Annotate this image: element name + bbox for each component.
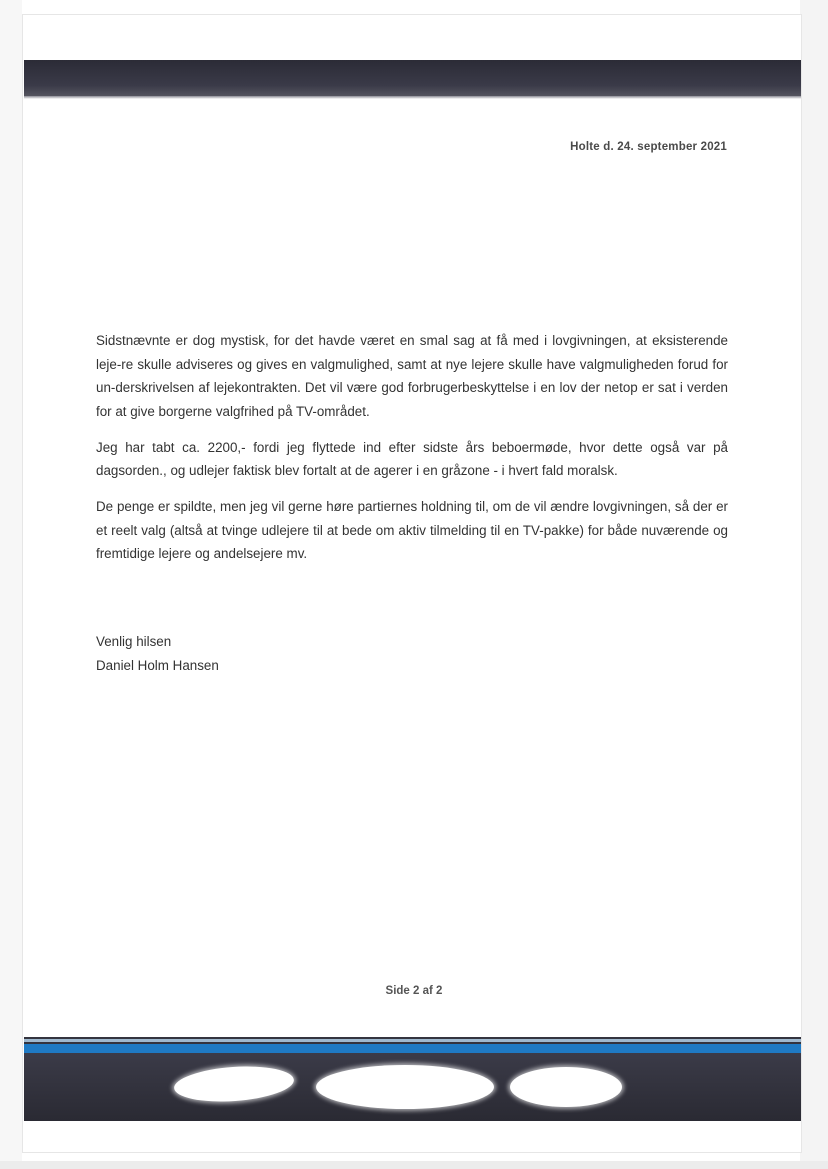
paragraph: Sidstnævnte er dog mystisk, for det havde været en smal sag at få med i lovgivningen, at eksisterende leje-re skulle adviseres og gives en valgmulighed, samt at nye lejere skulle have valgmuligheden forud for un-derskrivelsen af lejekontrakten. Det vil være god forbrugerbeskyttelse i en lov der netop er sat i verden for at give borgerne valgfrihed på TV-området. — [96, 333, 728, 419]
letter-closing — [96, 630, 219, 677]
page-number: Side 2 af 2 — [385, 985, 443, 997]
letter-page — [22, 14, 802, 1153]
footer-band — [24, 1037, 801, 1121]
letterhead-band — [24, 60, 801, 96]
paragraph: De penge er spildte, men jeg vil gerne høre partiernes holdning til, om de vil ændre lovgivningen, så der er et reelt valg (altså at tvinge udlejere til at bede om aktiv tilmelding til en TV-pakke) for både nuværende og fremtidige lejere og andelsejere mv. — [96, 499, 728, 561]
scan-edge-bottom — [0, 1161, 828, 1169]
letter-body — [96, 329, 728, 578]
redaction-mark — [510, 1067, 622, 1107]
footer-blue-stripe — [24, 1044, 801, 1053]
salutation: Venlig hilsen — [96, 634, 172, 649]
footer-light-stripe — [24, 1039, 801, 1042]
paragraph: Jeg har tabt ca. 2200,- fordi jeg flyttede ind efter sidste års beboermøde, hvor dette også var på dagsorden., og udlejer faktisk blev fortalt at de agerer i en gråzone - i hvert fald moralsk. — [96, 439, 728, 478]
redaction-mark — [316, 1065, 494, 1109]
signature-name: Daniel Holm Hansen — [96, 657, 219, 673]
letter-date: Holte d. 24. september 2021 — [570, 141, 727, 153]
